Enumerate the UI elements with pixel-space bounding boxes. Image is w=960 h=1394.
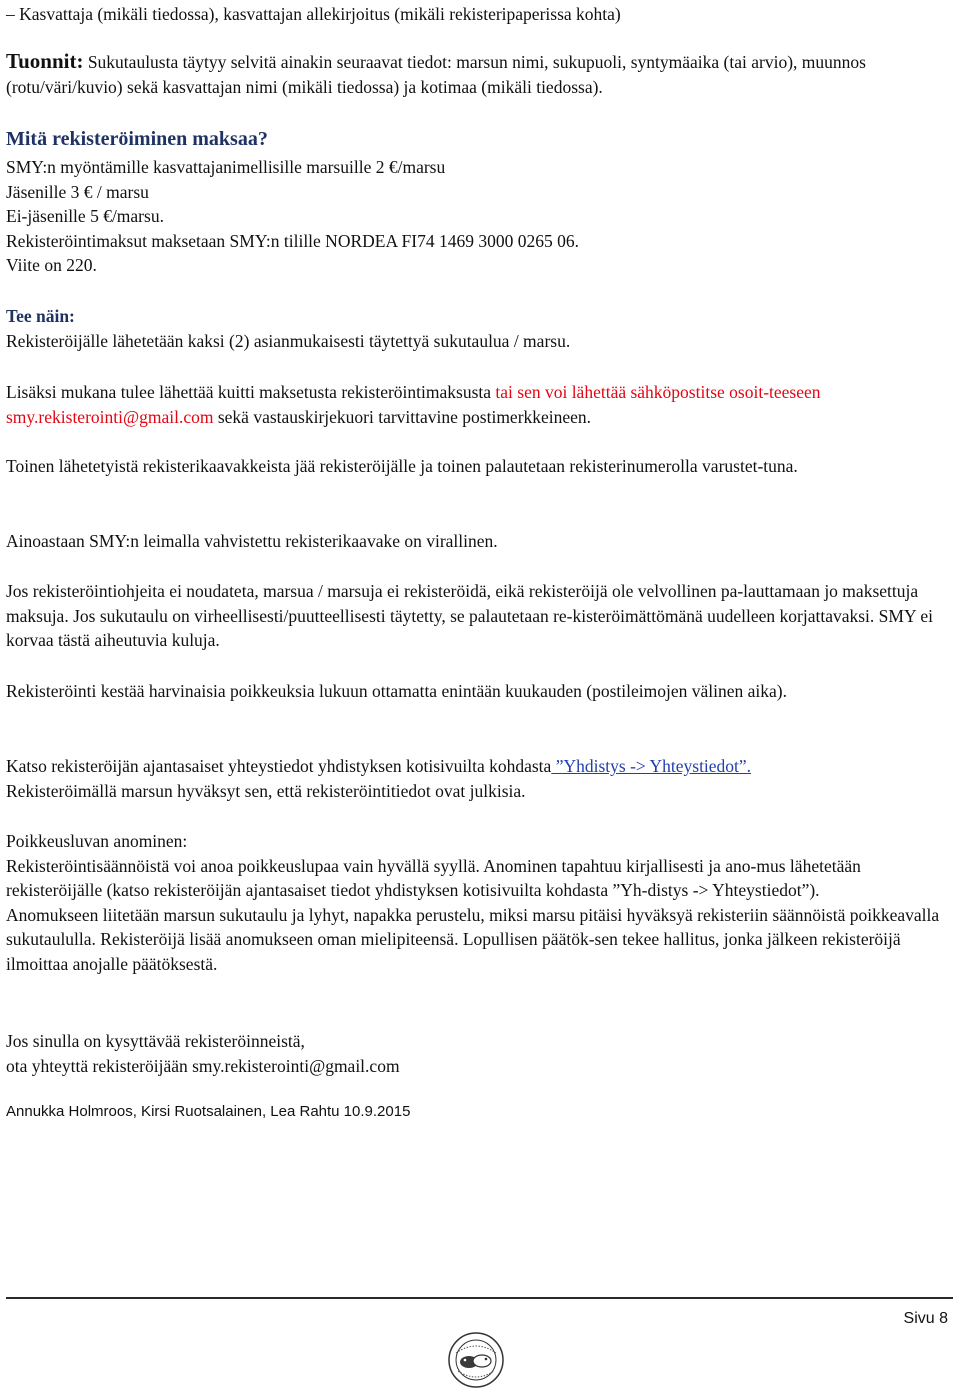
questions-block (6, 1029, 946, 1078)
cost-block (6, 155, 946, 278)
do-this-line: Rekisteröijälle lähetetään kaksi (2) asianmukaisesti täytettyä sukutaulua / marsu. (6, 330, 571, 351)
imports-paragraph (6, 49, 946, 99)
do-this-heading: Tee näin: (6, 306, 75, 326)
cost-heading: Mitä rekisteröiminen maksaa? (6, 128, 268, 150)
questions-line-1: Jos sinulla on kysyttävää rekisteröinneistä, (6, 1031, 305, 1051)
email-part-c: com (183, 406, 214, 427)
contact-link[interactable]: ”Yhdistys -> Yhteystiedot”. (551, 756, 752, 776)
cost-line-nonmember: Ei-jäsenille 5 €/marsu. (6, 206, 164, 226)
cost-line-account: Rekisteröintimaksut maksetaan SMY:n tilille NORDEA FI74 1469 3000 0265 06. (6, 230, 579, 251)
email-part-a: smy. (6, 406, 39, 427)
exception-block (6, 829, 946, 976)
do-this-block (6, 304, 946, 353)
association-seal-icon (446, 1331, 506, 1389)
imports-colon: : (76, 49, 84, 73)
cost-line-reference: Viite on 220. (6, 255, 97, 275)
exception-heading: Poikkeusluvan anominen: (6, 831, 188, 851)
receipt-email-option: tai sen voi lähettää sähköpostitse osoit-teeseen (495, 382, 821, 402)
signature: Annukka Holmroos, Kirsi Ruotsalainen, Lea Rahtu 10.9.2015 (6, 1103, 411, 1120)
contact-paragraph (6, 754, 946, 803)
contact-public-note: Rekisteröimällä marsun hyväksyt sen, että rekisteröintitiedot ovat julkisia. (6, 780, 526, 801)
breeder-line: – Kasvattaja (mikäli tiedossa), kasvattajan allekirjoitus (mikäli rekisteripaperissa kohta) (6, 4, 621, 24)
imports-text: Sukutaulusta täytyy selvitä ainakin seuraavat tiedot: marsun nimi, sukupuoli, syntymäaika (tai arvio), muunnos (rotu/väri/kuvio) sekä kasvattajan nimi (mikäli tiedossa) ja kotimaa (mikäli tiedossa). (6, 52, 866, 97)
email-part-b: rekisterointi@gmail. (38, 406, 184, 427)
imports-label: Tuonnit (6, 49, 77, 73)
valid-paragraph: Ainoastaan SMY:n leimalla vahvistettu rekisterikaavake on virallinen. (6, 531, 498, 551)
page-number: Sivu 8 (903, 1310, 948, 1327)
cost-line-member: Jäsenille 3 € / marsu (6, 181, 149, 202)
duration-paragraph: Rekisteröinti kestää harvinaisia poikkeuksia lukuun ottamatta enintään kuukauden (postileimojen välinen aika). (6, 681, 787, 701)
rules-paragraph: Jos rekisteröintiohjeita ei noudateta, marsua / marsuja ei rekisteröidä, eikä rekisteröijä ole velvollinen pa-lauttamaan jo maksettuja maksuja. Jos sukutaulu on virheellisesti/puutteellisesti täytetty, se palautetaan re-kisteröimättömänä uudelleen korjattavaksi. SMY ei korvaa tästä aiheutuvia kuluja. (6, 581, 933, 650)
return-paragraph: Toinen lähetetyistä rekisterikaavakkeista jää rekisteröijälle ja toinen palautetaan rekisterinumerolla varustet-tuna. (6, 456, 798, 476)
receipt-paragraph (6, 380, 946, 429)
cost-line-breeder: SMY:n myöntämille kasvattajanimellisille marsuille 2 €/marsu (6, 157, 446, 177)
receipt-envelope: sekä vastauskirjekuori tarvittavine postimerkkeineen. (213, 406, 592, 427)
contact-text: Katso rekisteröijän ajantasaiset yhteystiedot yhdistyksen kotisivuilta kohdasta (6, 756, 552, 776)
exception-text-2: Anomukseen liitetään marsun sukutaulu ja lyhyt, napakka perustelu, miksi marsu pitäisi hyväksyä rekisteriin säännöistä poikkeavalla sukutaululla. Rekisteröijä lisää anomukseen oman mielipiteensä. Lopullisen päätök-sen tekee hallitus, jonka jälkeen rekisteröijä ilmoittaa anojalle päätöksestä. (6, 904, 940, 974)
exception-text-1: Rekisteröintisäännöistä voi anoa poikkeuslupaa vain hyvällä syyllä. Anominen tapahtuu kirjallisesti ja ano-mus lähetetään rekisteröijälle (katso rekisteröijän ajantasaiset tiedot yhdistyksen kotisivuilta kohdasta ”Yh-distys -> Yhteystiedot”). (6, 855, 861, 900)
footer-divider (6, 1297, 953, 1299)
receipt-text: Lisäksi mukana tulee lähettää kuitti maksetusta rekisteröintimaksusta (6, 382, 496, 402)
questions-line-2: ota yhteyttä rekisteröijään smy.rekisterointi@gmail.com (6, 1055, 400, 1076)
